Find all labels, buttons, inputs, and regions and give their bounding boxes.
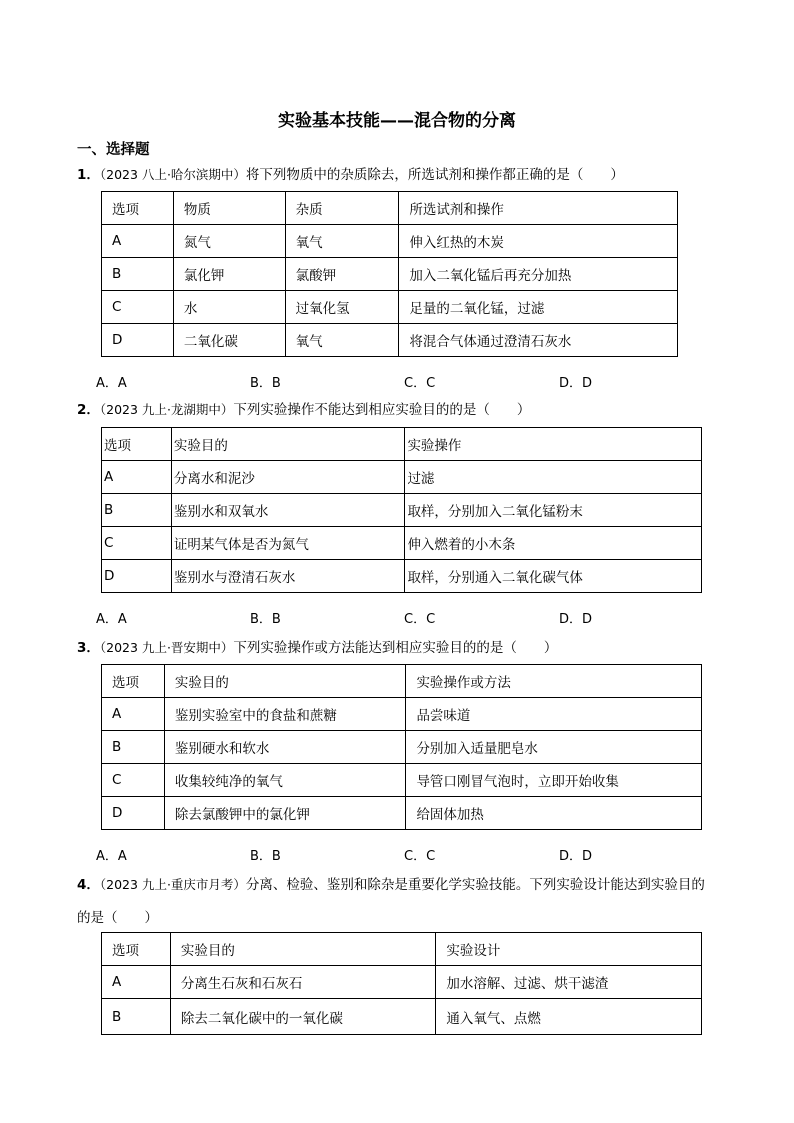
table-cell: 氮气	[173, 225, 285, 258]
table-cell: 鉴别水与澄清石灰水	[171, 560, 405, 593]
option-d[interactable]: D．D	[559, 376, 593, 391]
table-cell: D	[102, 324, 174, 357]
question-number: 3．	[77, 640, 100, 656]
table-header-cell: 所选试剂和操作	[399, 192, 678, 225]
table-cell: 伸入燃着的小木条	[405, 527, 702, 560]
table-cell: 将混合气体通过澄清石灰水	[399, 324, 678, 357]
table-header-cell: 实验目的	[170, 933, 436, 966]
question-source: （2023 九上·晋安期中）	[99, 640, 234, 655]
question-text: 下列实验操作不能达到相应实验目的的是（ ）	[233, 402, 531, 418]
question-source: （2023 八上·哈尔滨期中）	[99, 167, 246, 182]
table-header-cell: 物质	[173, 192, 285, 225]
table-row	[102, 764, 702, 797]
table-row	[102, 797, 702, 830]
question-1	[77, 158, 714, 192]
table-header-row	[102, 933, 702, 966]
table-cell: 品尝味道	[406, 698, 702, 731]
table-header-cell: 实验目的	[171, 428, 405, 461]
table-cell: 导管口刚冒气泡时，立即开始收集	[406, 764, 702, 797]
table-cell: 水	[173, 291, 285, 324]
table-row	[102, 494, 702, 527]
table-cell: 除去二氧化碳中的一氧化碳	[170, 999, 436, 1035]
table-row	[102, 560, 702, 593]
table-header-cell: 实验目的	[164, 665, 406, 698]
table-cell: B	[102, 999, 171, 1035]
table-cell: 氯酸钾	[285, 258, 399, 291]
table-cell: D	[102, 560, 172, 593]
question-4-table	[101, 932, 702, 1035]
question-2	[77, 393, 714, 427]
table-cell: B	[102, 731, 165, 764]
table-cell: 分离水和泥沙	[171, 461, 405, 494]
table-cell: 鉴别实验室中的食盐和蔗糖	[164, 698, 406, 731]
option-c[interactable]: C．C	[404, 849, 436, 864]
table-header-cell: 选项	[102, 428, 172, 461]
table-header-cell: 实验设计	[436, 933, 702, 966]
table-cell: 加水溶解、过滤、烘干滤渣	[436, 966, 702, 999]
option-b[interactable]: B．B	[250, 612, 281, 627]
table-cell: 分别加入适量肥皂水	[406, 731, 702, 764]
table-cell: C	[102, 764, 165, 797]
table-header-row	[102, 665, 702, 698]
option-b[interactable]: B．B	[250, 376, 281, 391]
table-cell: 取样，分别通入二氧化碳气体	[405, 560, 702, 593]
table-cell: 鉴别硬水和软水	[164, 731, 406, 764]
table-cell: 除去氯酸钾中的氯化钾	[164, 797, 406, 830]
question-number: 2．	[77, 402, 100, 418]
table-row	[102, 527, 702, 560]
table-cell: B	[102, 494, 172, 527]
question-3	[77, 631, 714, 665]
question-2-table	[101, 427, 702, 593]
table-cell: 足量的二氧化锰，过滤	[399, 291, 678, 324]
table-cell: A	[102, 966, 171, 999]
table-cell: C	[102, 527, 172, 560]
table-cell: 二氧化碳	[173, 324, 285, 357]
table-cell: 通入氧气、点燃	[436, 999, 702, 1035]
table-cell: 分离生石灰和石灰石	[170, 966, 436, 999]
option-c[interactable]: C．C	[404, 612, 436, 627]
table-row	[102, 698, 702, 731]
page-title: 实验基本技能——混合物的分离	[278, 111, 516, 131]
table-cell: A	[102, 461, 172, 494]
table-cell: 加入二氧化锰后再充分加热	[399, 258, 678, 291]
table-cell: 过滤	[405, 461, 702, 494]
table-row	[102, 291, 678, 324]
question-number: 1．	[77, 167, 100, 183]
question-source: （2023 九上·龙湖期中）	[99, 402, 234, 417]
table-row	[102, 225, 678, 258]
question-source: （2023 九上·重庆市月考）	[99, 877, 246, 892]
option-c[interactable]: C．C	[404, 376, 436, 391]
table-cell: A	[102, 698, 165, 731]
table-header-cell: 实验操作	[405, 428, 702, 461]
table-header-cell: 实验操作或方法	[406, 665, 702, 698]
table-header-row	[102, 192, 678, 225]
table-cell: 氧气	[285, 324, 399, 357]
question-text: 将下列物质中的杂质除去，所选试剂和操作都正确的是（ ）	[245, 167, 624, 183]
question-number: 4．	[77, 877, 100, 893]
option-d[interactable]: D．D	[559, 612, 593, 627]
table-cell: 过氧化氢	[285, 291, 399, 324]
table-cell: C	[102, 291, 174, 324]
table-header-row	[102, 428, 702, 461]
table-row	[102, 966, 702, 999]
table-header-cell: 选项	[102, 933, 171, 966]
table-header-cell: 选项	[102, 192, 174, 225]
table-cell: 氧气	[285, 225, 399, 258]
table-header-cell: 杂质	[285, 192, 399, 225]
table-cell: 伸入红热的木炭	[399, 225, 678, 258]
table-row	[102, 461, 702, 494]
table-header-cell: 选项	[102, 665, 165, 698]
question-text: 下列实验操作或方法能达到相应实验目的的是（ ）	[233, 640, 558, 656]
table-row	[102, 731, 702, 764]
table-cell: 氯化钾	[173, 258, 285, 291]
option-d[interactable]: D．D	[559, 849, 593, 864]
table-cell: 收集较纯净的氧气	[164, 764, 406, 797]
table-cell: 给固体加热	[406, 797, 702, 830]
table-cell: D	[102, 797, 165, 830]
table-cell: B	[102, 258, 174, 291]
table-cell: A	[102, 225, 174, 258]
table-row	[102, 324, 678, 357]
option-a[interactable]: A．A	[96, 612, 127, 627]
section-heading: 一、选择题	[77, 142, 150, 158]
question-3-table	[101, 664, 702, 830]
table-cell: 取样，分别加入二氧化锰粉末	[405, 494, 702, 527]
question-4	[77, 868, 714, 935]
table-row	[102, 999, 702, 1035]
question-text: 分离、检验、鉴别和除杂是重要化学实验技能。下列实验设计能达到实验目的的是（ ）	[77, 877, 705, 926]
table-row	[102, 258, 678, 291]
table-cell: 鉴别水和双氧水	[171, 494, 405, 527]
question-1-table	[101, 191, 678, 357]
option-b[interactable]: B．B	[250, 849, 281, 864]
option-a[interactable]: A．A	[96, 849, 127, 864]
option-a[interactable]: A．A	[96, 376, 127, 391]
table-cell: 证明某气体是否为氮气	[171, 527, 405, 560]
